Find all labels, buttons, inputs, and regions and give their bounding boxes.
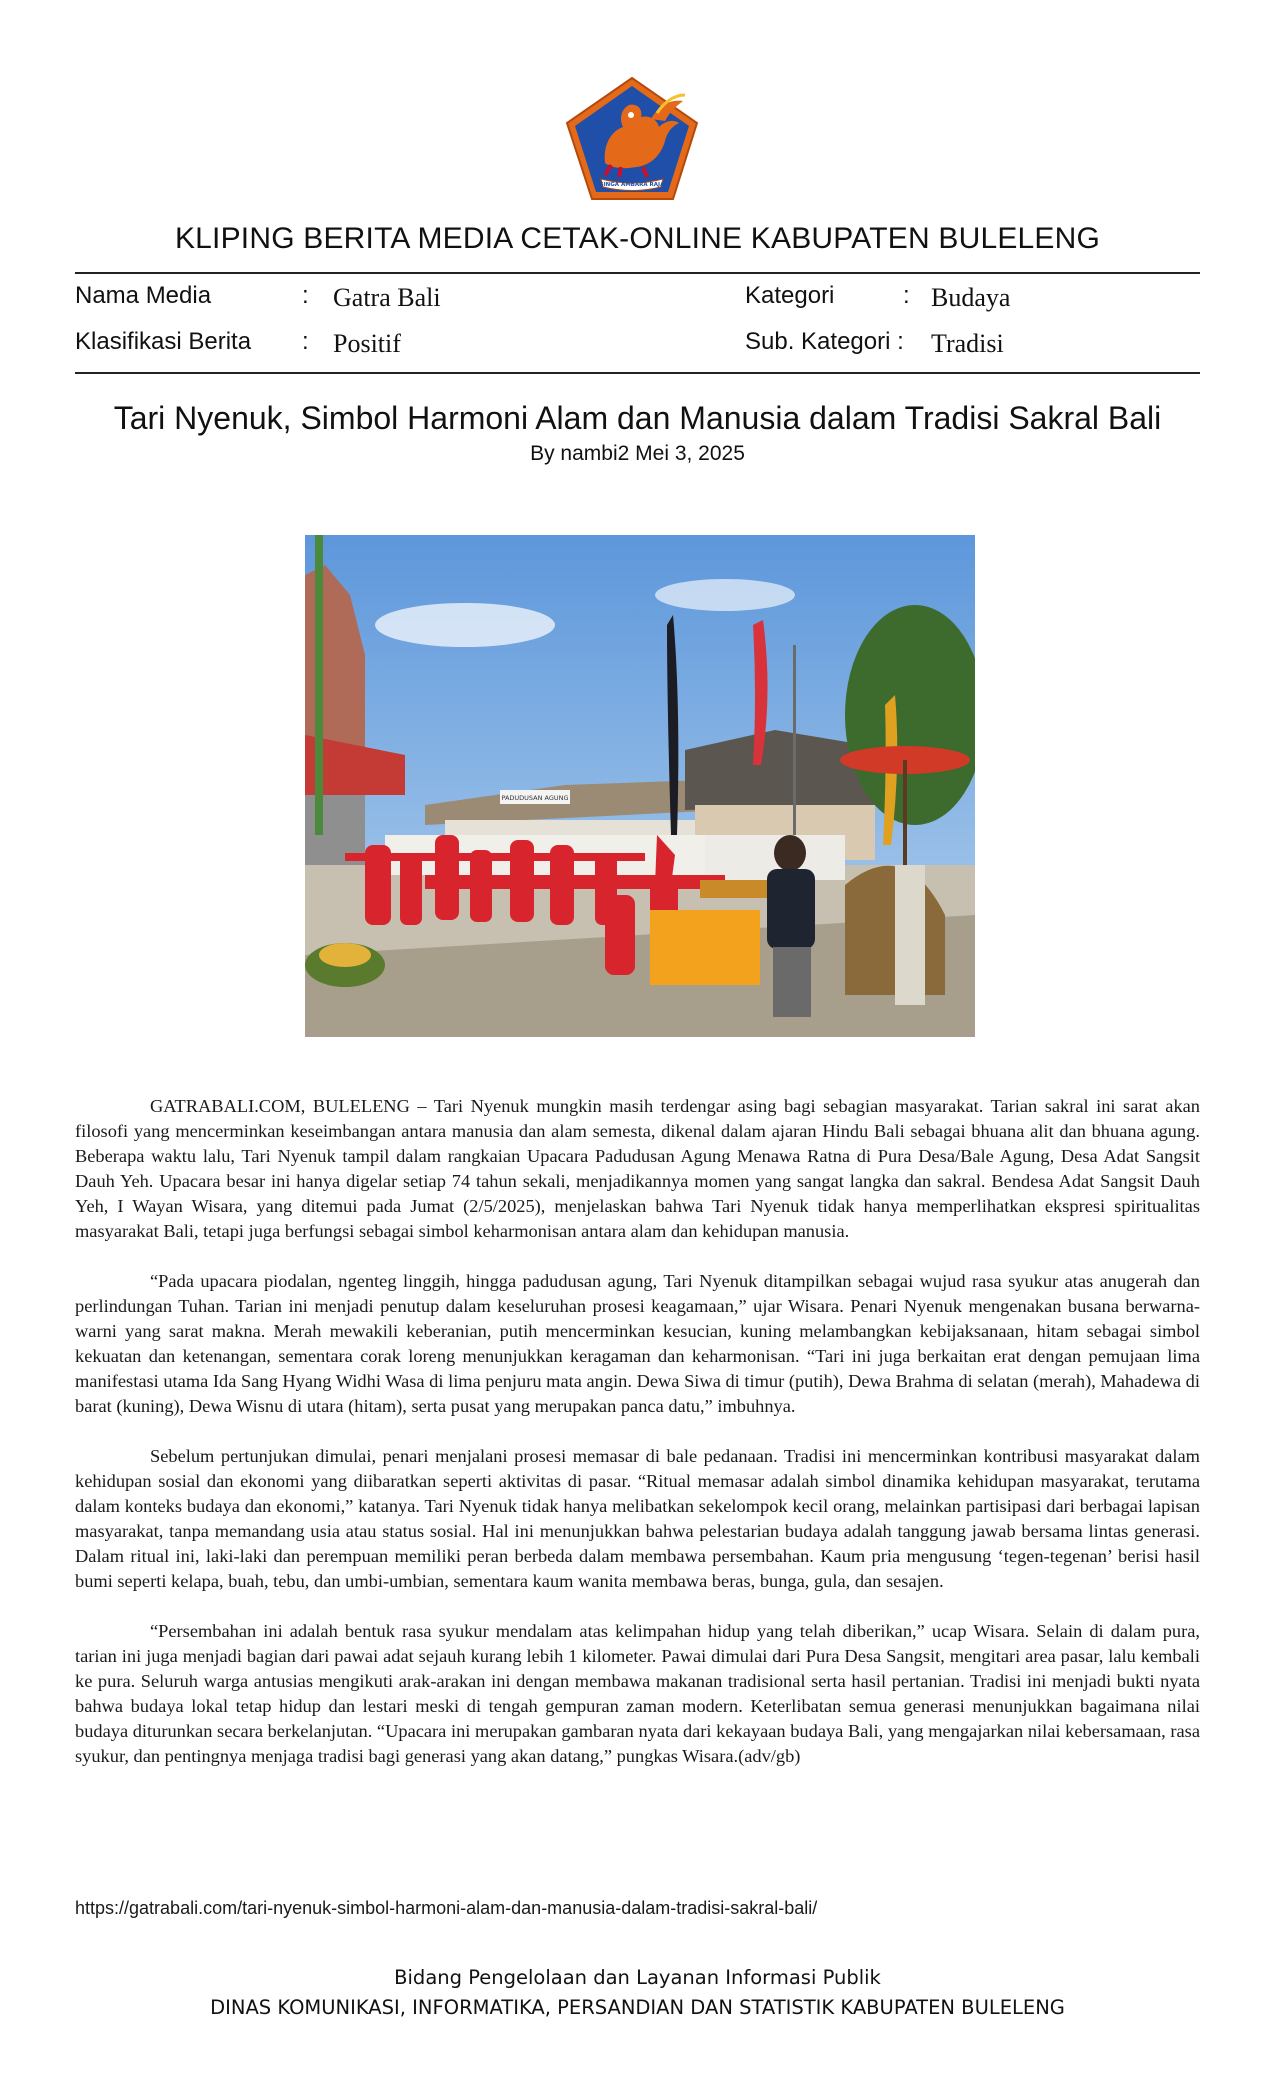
- photo-sign-text: PADUDUSAN AGUNG: [501, 794, 569, 802]
- footer-agency: DINAS KOMUNIKASI, INFORMATIKA, PERSANDIAN DAN STATISTIK KABUPATEN BULELENG: [210, 1996, 1065, 2019]
- article-paragraph-3: Sebelum pertunjukan dimulai, penari menjalani prosesi memasar di bale pedanaan. Tradisi ini mencerminkan kontribusi masyarakat dalam kehidupan sosial dan ekonomi yang diibaratkan seperti aktivitas di pasar. “Ritual memasar adalah simbol dinamika kehidupan masyarakat, terutama dalam konteks budaya dan ekonomi,” katanya. Tari Nyenuk tidak hanya melibatkan sekelompok kecil orang, melainkan partisipasi dari berbagai lapisan masyarakat, tanpa memandang usia atau status sosial. Hal ini menunjukkan bahwa pelestarian budaya adalah tanggung jawab bersama lintas generasi. Dalam ritual ini, laki-laki dan perempuan memiliki peran berbeda dalam membawa persembahan. Kaum pria mengusung ‘tegen-tegenan’ berisi hasil bumi seperti kelapa, buah, tebu, dan umbi-umbian, sementara kaum wanita membawa beras, bunga, gula, dan sesajen.: [75, 1446, 1200, 1591]
- article-paragraph-4: “Persembahan ini adalah bentuk rasa syukur mendalam atas kelimpahan hidup yang telah diberikan,” ucap Wisara. Selain di dalam pura, tarian ini juga menjadi bagian dari pawai adat sejauh kurang lebih 1 kilometer. Pawai dimulai dari Pura Desa Sangsit, mengitari area pasar, lalu kembali ke pura. Seluruh warga antusias mengikuti arak-arakan ini dengan membawa makanan tradisional serta hasil pertanian. Tradisi ini menjadi bukti nyata bahwa budaya lokal tetap hidup dan lestari meski di tengah gempuran zaman modern. Keterlibatan semua generasi menunjukkan bagaimana nilai budaya diturunkan secara berkelanjutan. “Upacara ini merupakan gambaran nyata dari kekayaan budaya Bali, yang mengajarkan nilai kebersamaan, rasa syukur, dan pentingnya menjaga tradisi bagi generasi yang akan datang,” pungkas Wisara.(adv/gb): [75, 1621, 1200, 1766]
- kategori-label: Kategori: [745, 282, 835, 309]
- header-bottom-rule: [75, 372, 1200, 374]
- klasifikasi-colon: :: [302, 328, 309, 355]
- article-headline: Tari Nyenuk, Simbol Harmoni Alam dan Manusia dalam Tradisi Sakral Bali: [113, 400, 1162, 436]
- article-paragraph-1: GATRABALI.COM, BULELENG – Tari Nyenuk mungkin masih terdengar asing bagi sebagian masyarakat. Tarian sakral ini sarat akan filosofi yang mencerminkan keseimbangan antara manusia dan alam semesta, dikenal dalam ajaran Hindu Bali sebagai bhuana alit dan bhuana agung. Beberapa waktu lalu, Tari Nyenuk tampil dalam rangkaian Upacara Padudusan Agung Menawa Ratna di Pura Desa/Bale Agung, Desa Adat Sangsit Dauh Yeh. Upacara besar ini hanya digelar setiap 74 tahun sekali, menjadikannya momen yang sangat langka dan sakral. Bendesa Adat Sangsit Dauh Yeh, I Wayan Wisara, yang ditemui pada Jumat (2/5/2025), menjelaskan bahwa Tari Nyenuk tidak hanya memperlihatkan ekspresi spiritualitas masyarakat Bali, tetapi juga berfungsi sebagai simbol keharmonisan antara alam dan kehidupan manusia.: [75, 1096, 1200, 1241]
- kategori-colon: :: [903, 282, 910, 309]
- media-label: Nama Media: [75, 282, 212, 309]
- subkategori-value: Tradisi: [931, 329, 1004, 358]
- klasifikasi-label: Klasifikasi Berita: [75, 328, 252, 355]
- klasifikasi-value: Positif: [333, 329, 401, 358]
- regency-emblem: [565, 75, 700, 203]
- emblem-motto: SINGA AMBARA RAJA: [599, 182, 665, 188]
- source-link[interactable]: https://gatrabali.com/tari-nyenuk-simbol-harmoni-alam-dan-manusia-dalam-tradisi-sakral-bali/: [75, 1898, 818, 1918]
- document-title: KLIPING BERITA MEDIA CETAK-ONLINE KABUPATEN BULELENG: [174, 222, 1101, 255]
- ceremony-photo-icon: [305, 535, 975, 1037]
- media-colon: :: [302, 282, 309, 309]
- article-body: [75, 1094, 1200, 1794]
- article-photo: [305, 535, 975, 1037]
- footer-division: Bidang Pengelolaan dan Layanan Informasi Publik: [394, 1966, 881, 1989]
- media-value: Gatra Bali: [333, 283, 441, 312]
- article-byline: By nambi2 Mei 3, 2025: [530, 442, 745, 465]
- kategori-value: Budaya: [931, 283, 1011, 312]
- singa-ambara-raja-icon: [565, 75, 700, 203]
- subkategori-label: Sub. Kategori :: [745, 328, 904, 355]
- article-paragraph-2: “Pada upacara piodalan, ngenteg linggih, hingga padudusan agung, Tari Nyenuk ditampilkan sebagai wujud rasa syukur atas anugerah dan perlindungan Tuhan. Tarian ini menjadi penutup dalam keseluruhan prosesi keagamaan,” ujar Wisara. Penari Nyenuk mengenakan busana berwarna-warni yang sarat makna. Merah mewakili keberanian, putih mencerminkan kesucian, kuning melambangkan kebijaksanaan, hitam sebagai simbol kekuatan dan ketenangan, sementara corak loreng menunjukkan keragaman dan keharmonisan. “Tari ini juga berkaitan erat dengan pemujaan lima manifestasi utama Ida Sang Hyang Widhi Wasa di lima penjuru mata angin. Dewa Siwa di timur (putih), Dewa Brahma di selatan (merah), Mahadewa di barat (kuning), Dewa Wisnu di utara (hitam), serta pusat yang merupakan panca datu,” imbuhnya.: [75, 1271, 1200, 1416]
- header-top-rule: [75, 272, 1200, 274]
